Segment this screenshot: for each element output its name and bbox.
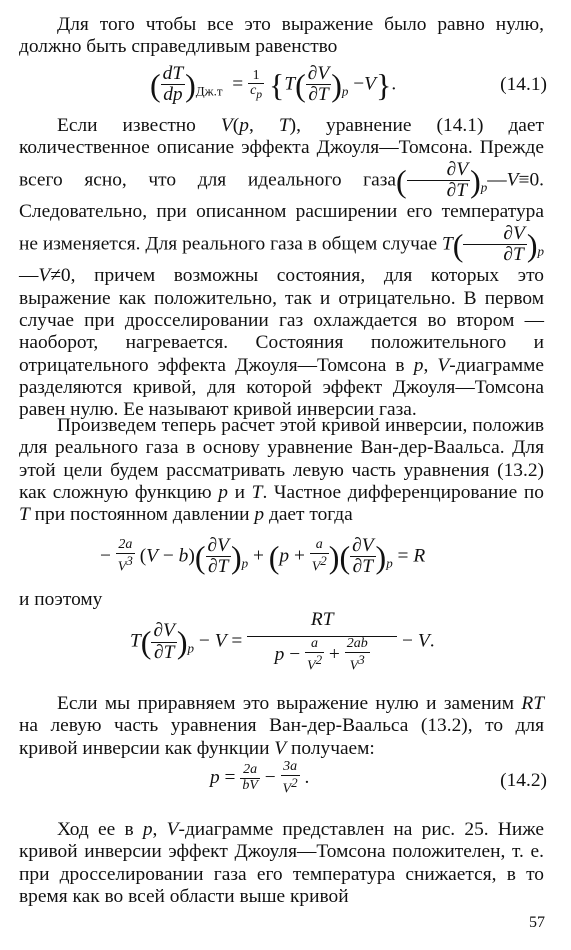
paragraph-figure-25: Ход ее в p, V-диаграмме представлен на рис. 25. Ниже кривой инверсии эффект Джоуля—Томсона положителен, т. е. при дросселировании газа его температура снижается, в то время как во всей области выше кривой bbox=[19, 819, 544, 907]
equation-differentiation: − $\frac{2a}{V^3}$ (V − b)( $\frac{\partial V}{\partial T}$ )$_p + (p$ + $\frac{a}{V^2}$ )( $\frac{\partial V}{\partial T}$ )$_p = R$ bbox=[100, 535, 426, 578]
equation-derivative-result: T( $\frac{\partial V}{\partial T}$ )$_p - V$ = RT p − $\frac{a}{V^2}$ + $\frac{2ab}{V^3}$ − V. bbox=[130, 609, 435, 674]
paragraph-intro: Для того чтобы все это выражение было равно нулю, должно быть справедливым равенство bbox=[19, 14, 544, 58]
equation-14-2: p = $\frac{2a}{bV}$ − $\frac{3a}{V^2}$ . bbox=[210, 759, 310, 797]
equation-14-1: ( $\frac{dT}{dp}$ )$_{Дж.т}$ = $\frac{1}{c_p}$ {T( $\frac{\partial V}{\partial T}$ )$_p -V$}. bbox=[150, 63, 397, 106]
paragraph-joule-thomson: Если известно V(p, T), уравнение (14.1) дает количественное описание эффекта Джоуля—Томсона. Прежде всего ясно, что для идеального газа( $\frac{\partial V}{\partial T}$ )$_p—V\equiv 0$. Следовательно, при описанном расширении его температура не изменяется. Для реального газа в общем случае T( $\frac{\partial V}{\partial T}$ )$_p—V\ne 0$, причем возможны состояния, для которых это выражение как положительно, так и отрицательно. В первом случае при дросселировании газ охлаждается во втором — наоборот, нагревается. Состояния положительного и отрицательного эффекта Джоуля—Томсона в p, V-диаграмме разделяются кривой, для которой эффект Джоуля—Томсона равен нулю. Ее называют кривой инверсии газа. bbox=[19, 115, 544, 421]
page-number: 57 bbox=[529, 913, 545, 931]
equation-number: (14.2) bbox=[500, 770, 547, 791]
paragraph-therefore: и поэтому bbox=[19, 589, 103, 610]
paragraph-inversion-curve: Если мы приравняем это выражение нулю и заменим RT на левую часть уравнения Ван-дер-Ваальса (13.2), то для кривой инверсии как функции V получаем: bbox=[19, 693, 544, 759]
equation-number: (14.1) bbox=[500, 74, 547, 95]
paragraph-van-der-waals: Произведем теперь расчет этой кривой инверсии, положив для реального газа в основу уравнение Ван-дер-Ваальса. Для этой цели будем рассматривать левую часть уравнения (13.2) как сложную функцию p и T. Частное дифференцирование по T при постоянном давлении p дает тогда bbox=[19, 415, 544, 526]
